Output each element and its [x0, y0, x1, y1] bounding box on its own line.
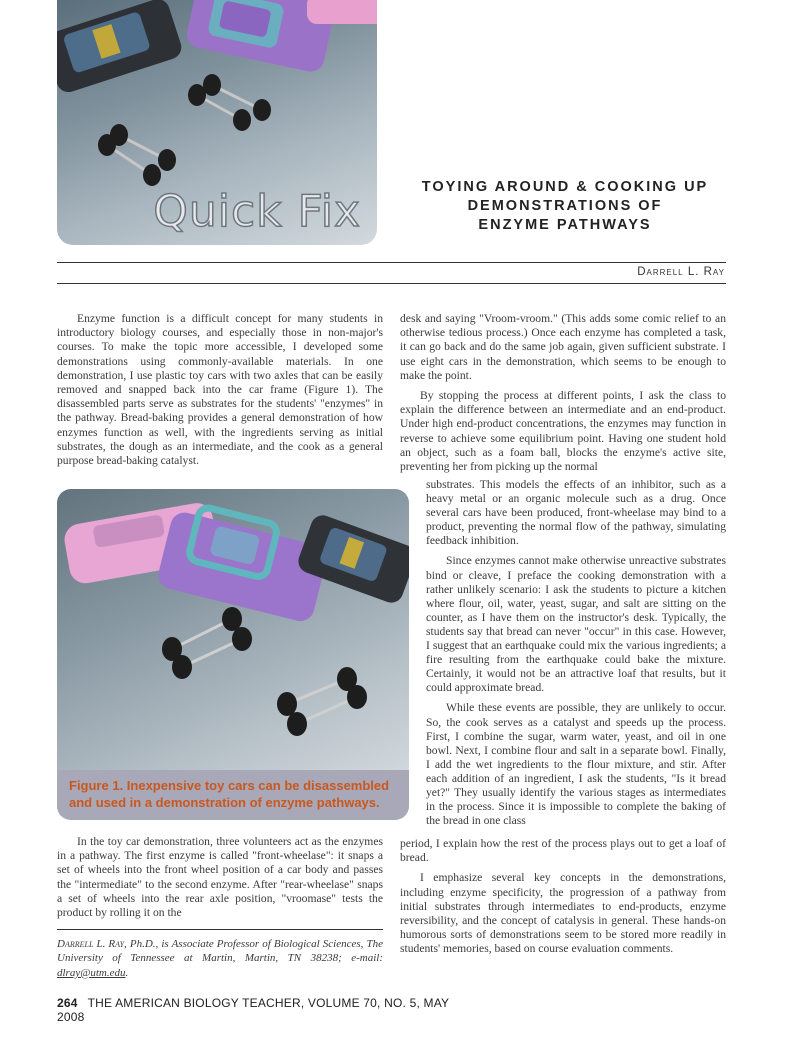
paragraph: Since enzymes cannot make otherwise unreactive substrates bind or cleave, I preface the cooking demonstration with a rather unlikely scenario: I ask the students to picture a kitchen where flour, oil, water, yeast, sugar, and salt are sitting on the counter, as I have them on the instructor's desk. Typically, the students say that bread can never "occur" in this case. However, I suggest that an earthquake could mix the various ingredients; a fire resulting from the earthquake could bake the mixture. Certainly, it would not be an attractive loaf that results, but it could approximate bread.	[426, 554, 726, 695]
footnote-author: Darrell L. Ray	[57, 938, 125, 950]
paragraph: substrates. This models the effects of an inhibitor, such as a heavy metal or an organic molecule such as a drug. Once several cars have been produced, front-wheelase may bind to a product, preventing the normal flow of the pathway, simulating feedback inhibition.	[426, 478, 726, 548]
journal-info: THE AMERICAN BIOLOGY TEACHER, VOLUME 70, NO. 5, MAY 2008	[57, 996, 450, 1024]
page-number: 264	[57, 996, 78, 1010]
paragraph: Enzyme function is a difficult concept for many students in introductory biology courses, and especially those in non-major's courses. To make the topic more accessible, I developed some demonstrations using commonly-available materials. In one demonstration, I use plastic toy cars with two axles that can be easily removed and snapped back into the car frame (Figure 1). The disassembled parts serve as substrates for the students' "enzymes" in the pathway. Bread-baking provides a general demonstration of how enzymes function as well, with the ingredients serving as initial substrates, the dough as an intermediate, and the cook as a general purpose bread-baking catalyst.	[57, 312, 383, 468]
footnote-rule	[57, 929, 383, 930]
title-line-3: ENZYME PATHWAYS	[478, 217, 652, 233]
paragraph: By stopping the process at different points, I ask the class to explain the difference between an intermediate and an end-product. Under high end-product concentrations, the enzymes may function in reverse to achieve some equilibrium point. Having one student hold an object, such as a foam ball, blocks the enzyme's active site, preventing her from picking up the normal	[400, 389, 726, 474]
paragraph: While these events are possible, they are unlikely to occur. So, the cook serves as a catalyst and speeds up the process. First, I combine the sugar, warm water, yeast, and oil in one bowl. Next, I combine flour and salt in a separate bowl. Finally, I add the wet ingredients to the flour mixture, and stir. After each addition of an ingredient, I ask the students, "Is it bread yet?" They usually identify the various stages as intermediates in the process. Since it is impossible to complete the baking of the bread in one class	[426, 701, 726, 828]
footnote-end: .	[125, 966, 129, 979]
right-column-wrap	[426, 478, 726, 828]
byline: Darrell L. Ray	[637, 266, 725, 278]
author-email-link[interactable]: dlray@utm.edu	[57, 966, 126, 979]
title-rule-bottom	[57, 283, 726, 284]
paragraph: In the toy car demonstration, three volunteers act as the enzymes in a pathway. The first enzyme is called "front-wheelase": it snaps a set of wheels into the front wheel position of a car body and passes the "intermediate" to the second enzyme. After "rear-wheelase" snaps a set of wheels into the rear axle position, "vroomase" tests the product by rolling it on the	[57, 835, 383, 920]
header-photo	[57, 0, 377, 245]
quick-fix-label: Quick Fix	[153, 186, 361, 237]
title-line-1: TOYING AROUND & COOKING UP	[421, 179, 709, 195]
right-column-top	[400, 312, 726, 474]
figure-caption: Figure 1. Inexpensive toy cars can be disassembled and used in a demonstration of enzyme pathways.	[57, 770, 409, 820]
right-column-bottom	[400, 837, 726, 957]
title-line-2: DEMONSTRATIONS OF	[467, 198, 663, 214]
left-column-top	[57, 312, 383, 468]
paragraph: desk and saying "Vroom-vroom." (This adds some comic relief to an otherwise tedious process.) Once each enzyme has completed a task, it can go back and do the same job again, given sufficient substrate. I use eight cars in the demonstration, which seems to be enough to make the point.	[400, 312, 726, 382]
figure-1	[57, 489, 409, 820]
article-title	[390, 178, 740, 235]
author-footnote	[57, 937, 383, 980]
title-rule-top	[57, 262, 726, 263]
footnote-text: , Ph.D., is Associate Professor of Biological Sciences, The University of Tennessee at Martin, Martin, TN 38238; e-mail:	[57, 938, 383, 965]
page-footer	[57, 996, 457, 1024]
paragraph: I emphasize several key concepts in the demonstrations, including enzyme specificity, the progression of a pathway from initial substrates through intermediates to end-products, enzyme reversibility, and the concept of catalysis in general. These hands-on humorous sorts of demonstrations seem to be stored more readily in students' memories, based on course evaluation comments.	[400, 871, 726, 956]
left-column-bottom	[57, 835, 383, 920]
paragraph: period, I explain how the rest of the process plays out to get a loaf of bread.	[400, 837, 726, 865]
